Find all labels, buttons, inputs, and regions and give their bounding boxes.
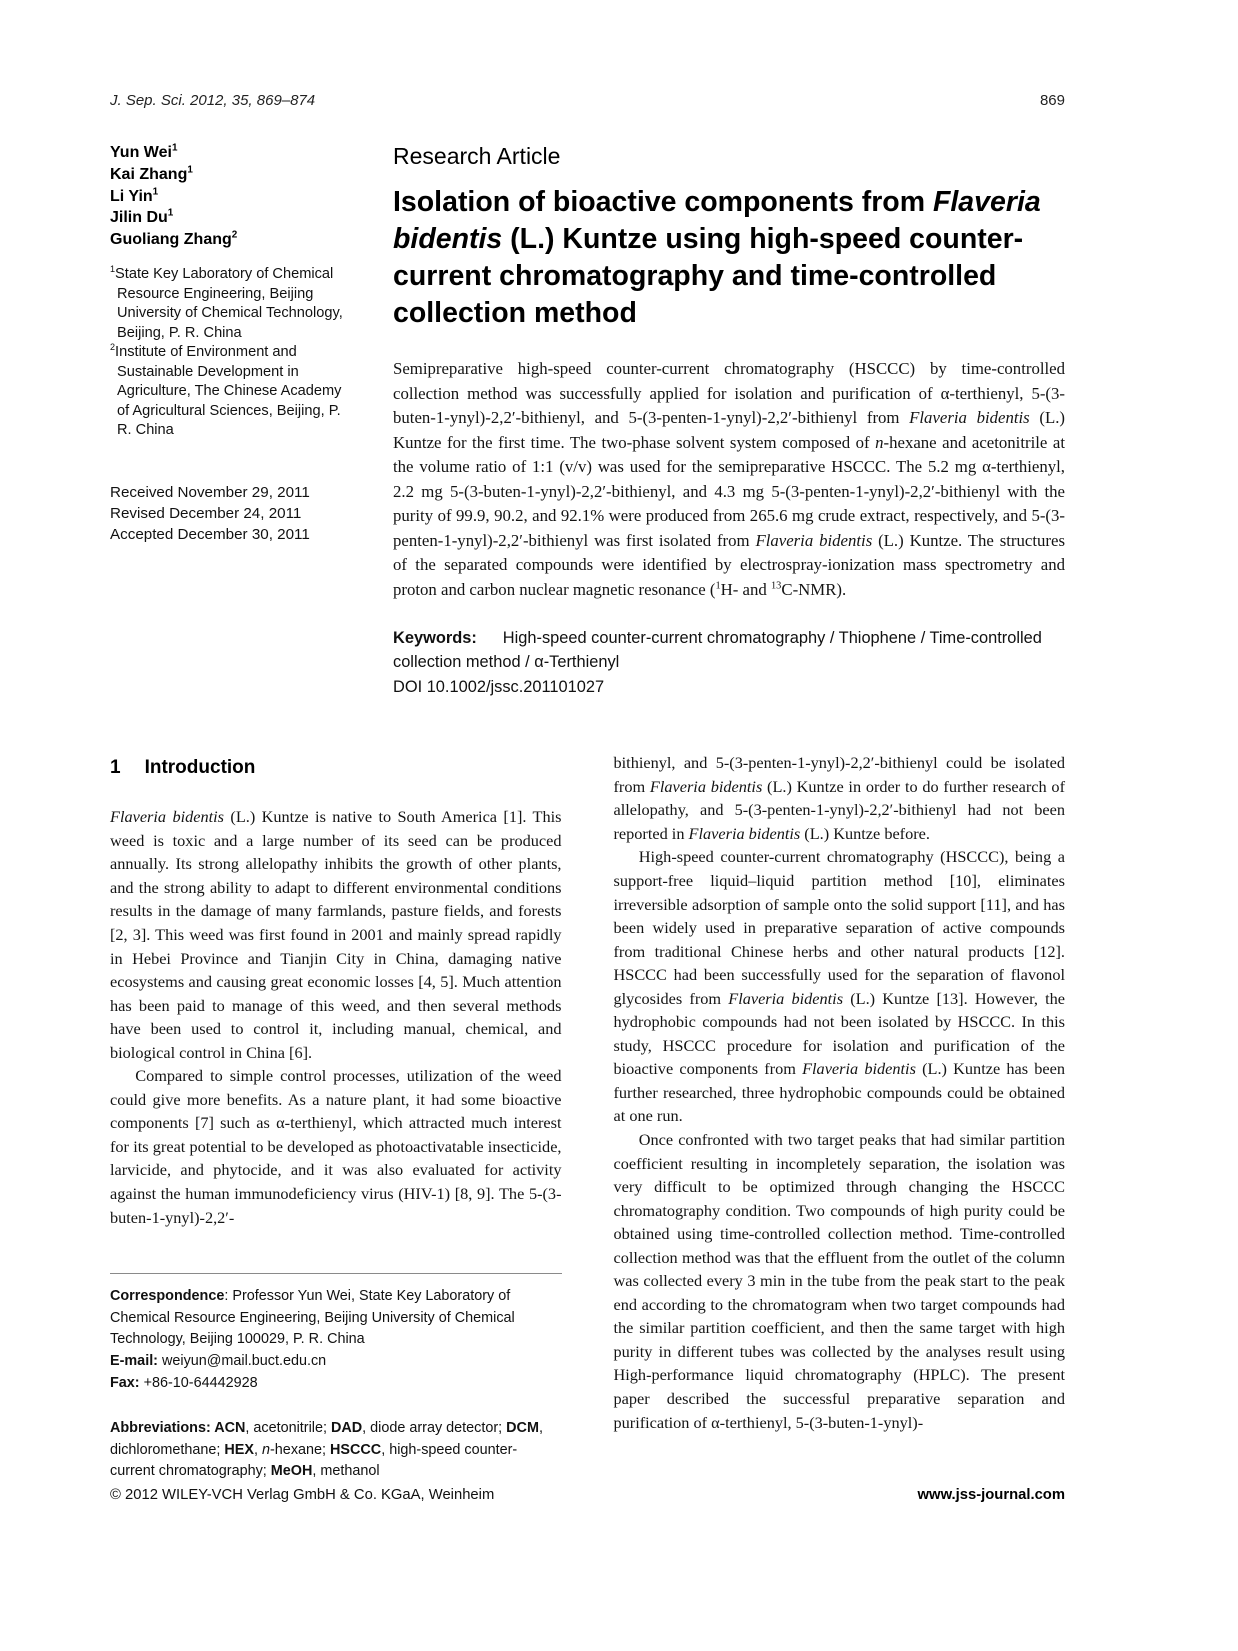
article-history: [110, 483, 357, 546]
abstract: Semipreparative high-speed counter-current chromatography (HSCCC) by time-controlled collection method was successfully applied for isolation and purification of α-terthienyl, 5-(3-buten-1-ynyl)-2,2′-bithienyl, and 5-(3-penten-1-ynyl)-2,2′-bithienyl from Flaveria bidentis (L.) Kuntze for the first time. The two-phase solvent system composed of n-hexane and acetonitrile at the volume ratio of 1:1 (v/v) was used for the semipreparative HSCCC. The 5.2 mg α-terthienyl, 2.2 mg 5-(3-buten-1-ynyl)-2,2′-bithienyl, and 4.3 mg 5-(3-penten-1-ynyl)-2,2′-bithienyl with the purity of 99.9, 90.2, and 92.1% were produced from 265.6 mg crude extract, respectively, and 5-(3-penten-1-ynyl)-2,2′-bithienyl was first isolated from Flaveria bidentis (L.) Kuntze. The structures of the separated compounds were identified by electrospray-ionization mass spectrometry and proton and carbon nuclear magnetic resonance ($^1$H- and $^{13}$C-NMR).: [393, 359, 1065, 599]
intro-paragraph: Flaveria bidentis (L.) Kuntze is native to South America [1]. This weed is toxic and a large number of its seed can be produced annually. Its strong allelopathy inhibits the growth of other plants, and the strong ability to adapt to different environmental conditions results in the damage of many farmlands, pasture fields, and forests [2, 3]. This weed was first found in 2001 and mainly spread rapidly in Hebei Province and Tianjin City in China, damaging native ecosystems and causing great economic losses [4, 5]. Much attention has been paid to manage of this weed, and then several methods have been used to control it, including manual, chemical, and biological control in China [6].: [110, 807, 562, 1062]
page-number: 869: [1039, 92, 1065, 109]
accepted-date: Accepted December 30, 2011: [110, 525, 310, 543]
keywords-text: High-speed counter-current chromatography / Thiophene / Time-controlled collection method / α-Terthienyl: [393, 629, 1042, 671]
keywords-label: Keywords:: [393, 629, 477, 648]
main-column: [393, 143, 1065, 699]
author-name: Li Yin$^1$: [110, 186, 159, 205]
intro-paragraph: Once confronted with two target peaks that had similar partition coefficient resulting in incompletely separation, the isolation was very difficult to be optimized through changing the HSCCC chromatography condition. Two compounds of high purity could be obtained using time-controlled collection method. Time-controlled collection method was that the effluent from the outlet of the column was collected every 3 min in the tube from the peak start to the peak end according to the chromatogram when two target compounds had the similar partition coefficient, and then the same target with high purity in different tubes was collected by the analyses result using High-performance liquid chromatography (HPLC). The present paper described the successful preparative separation and purification of α-terthienyl, 5-(3-buten-1-ynyl)-: [613, 1129, 1065, 1432]
affiliation-list: [110, 265, 357, 441]
page-footer: [110, 1487, 1065, 1503]
author-name: Yun Wei$^1$: [110, 142, 178, 161]
running-head: [110, 92, 1065, 109]
right-column: [614, 751, 1066, 1483]
author-list: [110, 143, 357, 251]
abbreviations-note: Abbreviations: ACN, acetonitrile; DAD, diode array detector; DCM, dichloromethane; HEX, n-hexane; HSCCC, high-speed counter-current chromatography; MeOH, methanol: [110, 1420, 543, 1480]
keywords-block: [393, 627, 1065, 699]
section-title: Introduction: [144, 757, 256, 779]
intro-paragraph: bithienyl, and 5-(3-penten-1-ynyl)-2,2′-bithienyl could be isolated from Flaveria bidentis (L.) Kuntze in order to do further research of allelopathy, and 5-(3-penten-1-ynyl)-2,2′-bithienyl had not been reported in Flaveria bidentis (L.) Kuntze before.: [613, 753, 1065, 843]
author-name: Kai Zhang$^1$: [110, 164, 193, 183]
article-title: Isolation of bioactive components from Flaveria bidentis (L.) Kuntze using high-speed counter-current chromatography and time-controlled collection method: [393, 186, 1041, 330]
correspondence-note: Correspondence: Professor Yun Wei, State Key Laboratory of Chemical Resource Engineering, Beijing University of Chemical Technology, Beijing 100029, P. R. China E-mail: weiyun@mail.buct.edu.cn Fax: +86-10-64442928: [110, 1273, 562, 1394]
journal-website-link[interactable]: www.jss-journal.com: [917, 1487, 1065, 1503]
journal-citation: J. Sep. Sci. 2012, 35, 869–874: [110, 92, 316, 109]
keywords-line: [393, 627, 1065, 674]
doi: DOI 10.1002/jssc.201101027: [393, 677, 605, 696]
author-name: Jilin Du$^1$: [110, 208, 174, 227]
article-type-label: Research Article: [393, 143, 561, 169]
title-block: [110, 143, 1065, 699]
revised-date: Revised December 24, 2011: [110, 504, 302, 522]
section-heading-introduction: [110, 757, 562, 779]
author-name: Guoliang Zhang$^2$: [110, 229, 238, 249]
intro-paragraph: Compared to simple control processes, utilization of the weed could give more benefits. As a nature plant, it had some bioactive components [7] such as α-terthienyl, which attracted much interest for its great potential to be developed as photoactivatable insecticide, larvicide, and phytocide, and it was also evaluated for activity against the human immunodeficiency virus (HIV-1) [8, 9]. The 5-(3-buten-1-ynyl)-2,2′-: [110, 1066, 562, 1227]
affiliation: $^2$Institute of Environment and Sustainable Development in Agriculture, The Chinese Academy of Agricultural Sciences, Beijing, P. R. China: [110, 342, 342, 439]
body-columns: [110, 751, 1065, 1483]
meta-column: [110, 143, 357, 699]
affiliation: $^1$State Key Laboratory of Chemical Resource Engineering, Beijing University of Chemical Technology, Beijing, P. R. China: [110, 264, 343, 341]
left-column: [110, 751, 562, 1483]
intro-paragraph: High-speed counter-current chromatography (HSCCC), being a support-free liquid–liquid partition method [10], eliminates irreversible adsorption of sample onto the solid support [11], and has been widely used in preparative separation of active compounds from traditional Chinese herbs and other natural products [12]. HSCCC had been successfully used for the separation of flavonol glycosides from Flaveria bidentis (L.) Kuntze [13]. However, the hydrophobic compounds had not been isolated by HSCCC. In this study, HSCCC procedure for isolation and purification of the bioactive components from Flaveria bidentis (L.) Kuntze has been further researched, three hydrophobic compounds could be obtained at one run.: [613, 847, 1065, 1126]
section-number: 1: [110, 757, 121, 779]
received-date: Received November 29, 2011: [110, 483, 310, 501]
copyright-notice: © 2012 WILEY-VCH Verlag GmbH & Co. KGaA, Weinheim: [110, 1487, 495, 1503]
